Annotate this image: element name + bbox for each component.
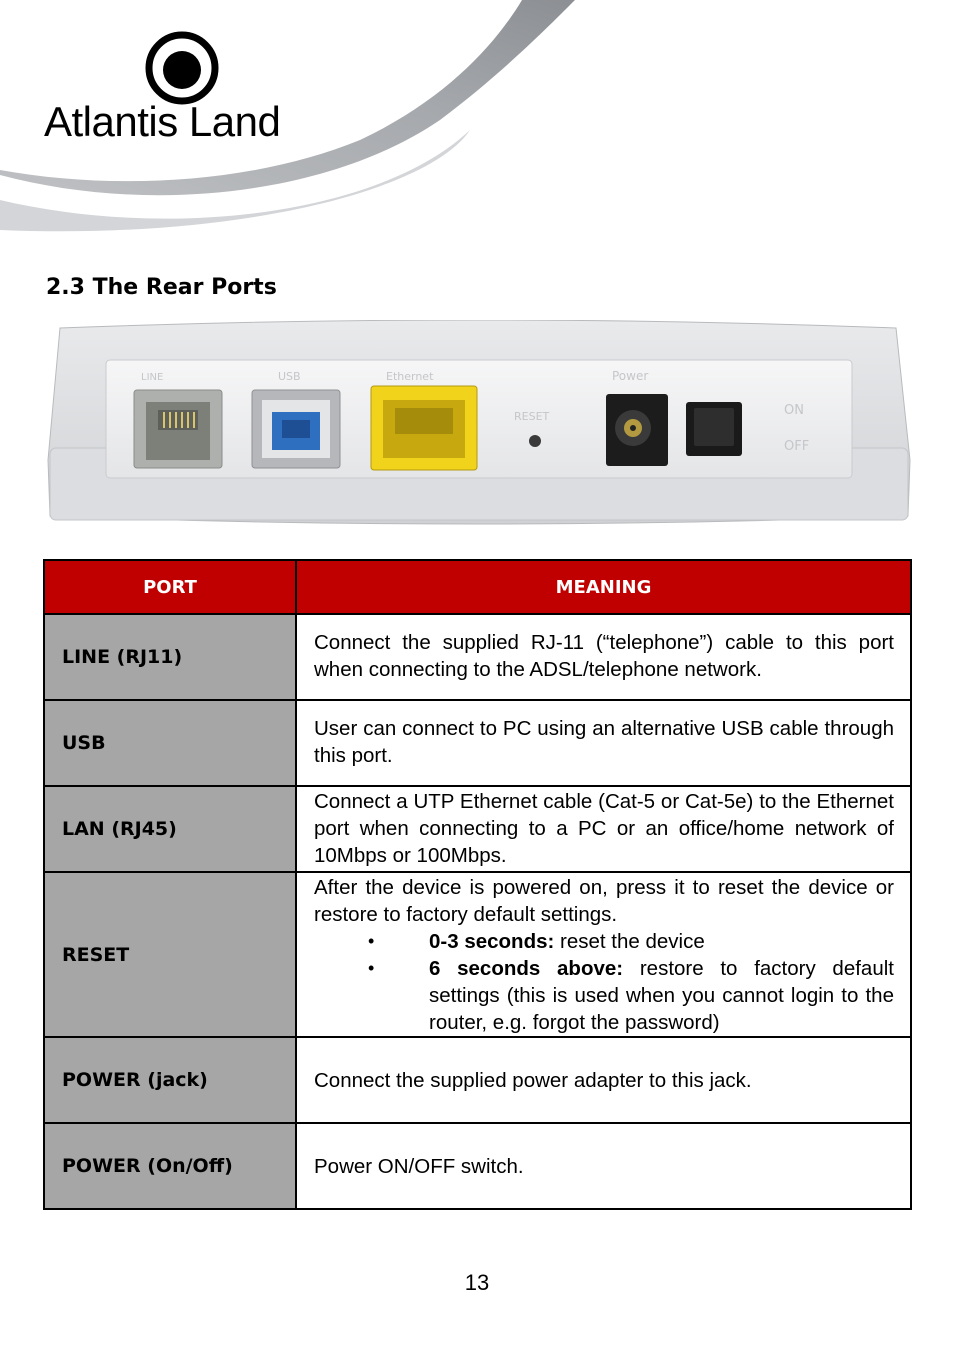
rj11-port-icon: [134, 390, 222, 468]
list-item: [314, 955, 894, 1036]
reset-description: After the device is powered on, press it to reset the device or restore to factory default settings.: [314, 876, 894, 926]
reset-timing-list: [314, 928, 894, 1036]
usb-port-icon: [252, 390, 340, 468]
meaning-cell: Power ON/OFF switch.: [296, 1123, 911, 1209]
meaning-cell: Connect the supplied power adapter to this jack.: [296, 1037, 911, 1123]
table-row: [44, 786, 911, 872]
port-cell: LAN (RJ45): [44, 786, 296, 872]
bullet-text: reset the device: [554, 930, 705, 953]
rear-ports-table: [43, 559, 912, 1210]
device-label-usb: USB: [278, 370, 301, 383]
power-jack-icon: [606, 394, 668, 466]
section-title: 2.3 The Rear Ports: [46, 275, 277, 300]
table-row: [44, 872, 911, 1037]
header-port: PORT: [44, 560, 296, 614]
port-cell: LINE (RJ11): [44, 614, 296, 700]
table-row: [44, 614, 911, 700]
table-row: [44, 1037, 911, 1123]
meaning-cell: Connect a UTP Ethernet cable (Cat-5 or Cat-5e) to the Ethernet port when connecting to a PC or an office/home network of 10Mbps or 100Mbps.: [296, 786, 911, 872]
page-number: 13: [464, 1270, 490, 1295]
port-cell: POWER (jack): [44, 1037, 296, 1123]
table-row: [44, 1123, 911, 1209]
meaning-cell: User can connect to PC using an alternative USB cable through this port.: [296, 700, 911, 786]
meaning-cell: [296, 872, 911, 1037]
device-label-power: Power: [612, 369, 649, 383]
bullet-term: 0-3 seconds:: [429, 930, 555, 953]
port-cell: USB: [44, 700, 296, 786]
table-row: [44, 700, 911, 786]
ethernet-port-icon: [371, 386, 477, 470]
device-label-ethernet: Ethernet: [386, 370, 434, 383]
svg-text:LINE: LINE: [141, 372, 164, 383]
header-meaning: MEANING: [296, 560, 911, 614]
logo-circle-icon: [144, 30, 224, 106]
port-cell: RESET: [44, 872, 296, 1037]
logo-wordmark: Atlantis Land: [44, 98, 281, 145]
list-item: [314, 928, 894, 955]
device-label-off: OFF: [784, 439, 810, 454]
bullet-text: restore to factory default settings (this is used when you cannot login to the router, e.g. forgot the password): [429, 957, 894, 1034]
reset-hole-icon: [529, 435, 541, 447]
power-switch-icon: [686, 402, 742, 456]
atlantis-land-logo: [44, 30, 314, 145]
bullet-term: 6 seconds above:: [429, 957, 624, 980]
meaning-cell: Connect the supplied RJ-11 (“telephone”) cable to this port when connecting to the ADSL/telephone network.: [296, 614, 911, 700]
table-header-row: [44, 560, 911, 614]
device-label-reset: RESET: [514, 410, 550, 423]
device-label-on: ON: [784, 403, 804, 418]
port-cell: POWER (On/Off): [44, 1123, 296, 1209]
router-rear-panel-image: [46, 320, 912, 536]
